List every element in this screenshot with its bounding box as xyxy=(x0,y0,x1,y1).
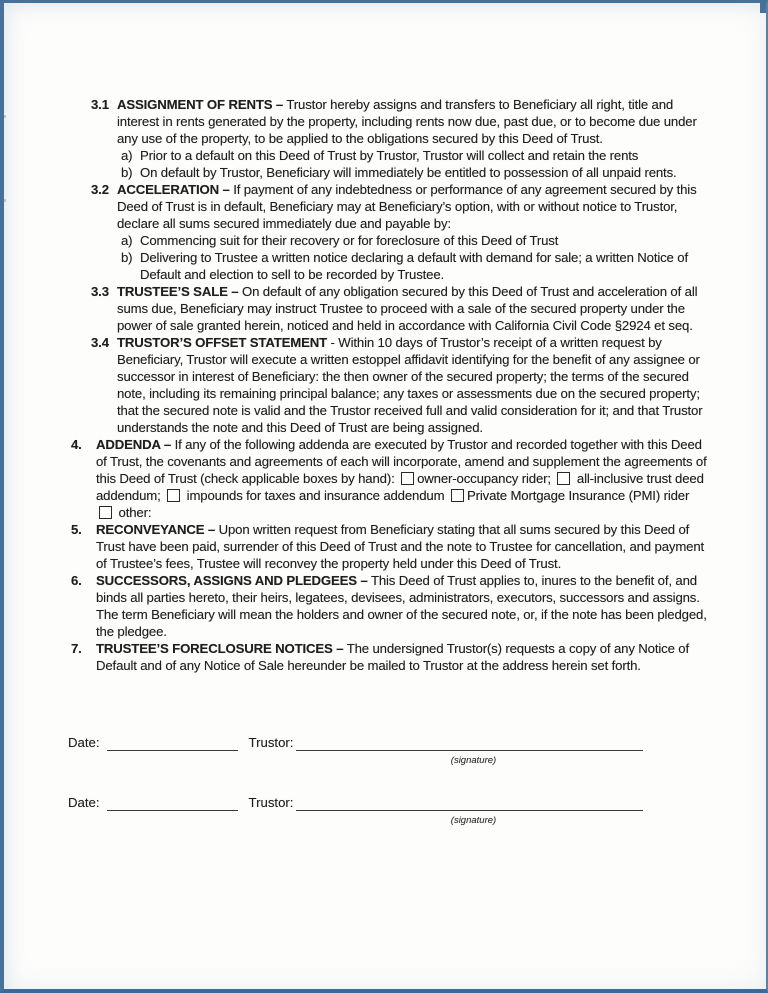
section-text: Upon written request from Beneficiary stating that all sums secured by this Deed of Trust have been paid, surrender of this Deed of Trust and the note to Trustee for cancellation, and payment of Trustee’s fees, Trustee will reconvey the property held under this Deed of Trust. xyxy=(96,522,705,571)
list-item-text: On default by Trustor, Beneficiary will immediately be entitled to possession of all unpaid rents. xyxy=(140,165,677,180)
section-title: SUCCESSORS, ASSIGNS AND PLEDGEES – xyxy=(96,573,368,588)
date-label: Date: xyxy=(68,795,100,810)
trustor-label: Trustor: xyxy=(248,735,294,750)
checkbox-label: other: xyxy=(118,505,152,520)
checkbox-label: owner-occupancy rider; xyxy=(417,471,551,486)
list-marker: a) xyxy=(121,233,133,248)
section-paragraph xyxy=(91,181,710,232)
section-3-1-assignment-of-rents xyxy=(91,96,710,181)
section-3-3-trustees-sale xyxy=(91,283,710,334)
date-label: Date: xyxy=(68,735,100,750)
list-marker: b) xyxy=(121,250,133,265)
section-number: 3.1 xyxy=(91,97,109,112)
trustor-label: Trustor: xyxy=(248,795,294,810)
document-body xyxy=(68,96,710,674)
date-line[interactable] xyxy=(107,736,238,751)
section-6-successors-assigns-pledgees xyxy=(71,572,710,640)
list-marker: b) xyxy=(121,165,133,180)
section-paragraph xyxy=(71,640,710,674)
section-number: 6. xyxy=(71,573,82,588)
list-item-b xyxy=(121,164,710,181)
checkbox-impounds-addendum[interactable] xyxy=(167,489,180,502)
list-item-text: Delivering to Trustee a written notice declaring a default with demand for sale; a written Notice of Default and election to sell to be recorded by Trustee. xyxy=(140,250,688,282)
scan-noise-mark xyxy=(2,115,6,118)
checkbox-label: all-inclusive trust deed addendum; xyxy=(96,471,704,503)
section-3-2-acceleration xyxy=(91,181,710,283)
signature-line-group xyxy=(68,734,643,751)
section-number: 4. xyxy=(71,437,82,452)
section-4-addenda xyxy=(71,436,710,521)
section-title: ADDENDA – xyxy=(96,437,172,452)
section-3-4-trustors-offset-statement xyxy=(91,334,710,436)
section-title: ACCELERATION – xyxy=(117,182,230,197)
section-paragraph xyxy=(71,572,710,640)
trustor-signature-line[interactable] xyxy=(296,796,643,811)
checkbox-other[interactable] xyxy=(99,506,112,519)
section-text: On default of any obligation secured by this Deed of Trust and acceleration of all sums due, Beneficiary may instruct Trustee to proceed with a sale of the secured property under the power of sale granted herein, noticed and held in accordance with California Civil Code §2924 et seq. xyxy=(117,284,698,333)
section-title: ASSIGNMENT OF RENTS – xyxy=(117,97,284,112)
signature-caption: (signature) xyxy=(450,815,497,826)
checkbox-label: impounds for taxes and insurance addendum xyxy=(186,488,445,503)
section-title: RECONVEYANCE – xyxy=(96,522,216,537)
list-item-b xyxy=(121,249,710,283)
section-text: Trustor hereby assigns and transfers to Beneficiary all right, title and interest in rents generated by the property, including rents now due, past due, or to become due under any use of the property, to be applied to the obligations secured by this Deed of Trust. xyxy=(117,97,697,146)
checkbox-label: Private Mortgage Insurance (PMI) rider xyxy=(466,488,690,503)
section-7-trustees-foreclosure-notices xyxy=(71,640,710,674)
signature-line-group xyxy=(68,794,643,811)
checkbox-all-inclusive-trust-deed-addendum[interactable] xyxy=(557,472,570,485)
trustor-signature-line[interactable] xyxy=(296,736,643,751)
signature-row-1 xyxy=(68,734,643,766)
section-text: This Deed of Trust applies to, inures to the benefit of, and binds all parties hereto, their heirs, legatees, devisees, administrators, executors, successors and assigns. The term Beneficiary will mean the holders and owner of the secured note, or, if the note has been pledged, the pledgee. xyxy=(96,573,707,639)
section-title: TRUSTOR’S OFFSET STATEMENT xyxy=(117,335,328,350)
section-paragraph xyxy=(91,283,710,334)
checkbox-owner-occupancy-rider[interactable] xyxy=(401,472,414,485)
section-title: TRUSTEE’S FORECLOSURE NOTICES – xyxy=(96,641,344,656)
section-text: - Within 10 days of Trustor’s receipt of a written request by Beneficiary, Trustor will execute a written estoppel affidavit identifying for the benefit of any assignee or successor in interest of Beneficiary: the then owner of the secured property; the terms of the secured note, including its remaining principal balance; any taxes or assessments due on the secured property; that the secured note is valid and the Trustor received full and valid consideration for it; and that Trustor understands the note and this Deed of Trust are being assigned. xyxy=(117,335,703,435)
scan-border-artifact xyxy=(760,3,766,13)
section-text: If payment of any indebtedness or performance of any agreement secured by this Deed of Trust is in default, Beneficiary may at Beneficiary’s option, with or without notice to Trustor, declare all sums secured immediately due and payable by: xyxy=(117,182,697,231)
section-paragraph xyxy=(71,436,710,521)
scan-noise-mark xyxy=(2,199,6,202)
section-paragraph xyxy=(71,521,710,572)
signature-caption: (signature) xyxy=(450,755,497,766)
section-text: If any of the following addenda are executed by Trustor and recorded together with this Deed of Trust, the covenants and agreements of each will incorporate, amend and supplement the agreements of this Deed of Trust (check applicable boxes by hand): xyxy=(96,437,707,486)
checkbox-pmi-rider[interactable] xyxy=(451,489,464,502)
section-paragraph xyxy=(91,334,710,436)
section-number: 5. xyxy=(71,522,82,537)
list-item-a xyxy=(121,147,710,164)
section-text: The undersigned Trustor(s) requests a copy of any Notice of Default and of any Notice of Sale hereunder be mailed to Trustor at the address herein set forth. xyxy=(96,641,689,673)
list-item-a xyxy=(121,232,710,249)
section-number: 3.4 xyxy=(91,335,109,350)
date-line[interactable] xyxy=(107,796,238,811)
section-paragraph xyxy=(91,96,710,147)
list-marker: a) xyxy=(121,148,133,163)
section-number: 3.3 xyxy=(91,284,109,299)
list-item-text: Commencing suit for their recovery or for foreclosure of this Deed of Trust xyxy=(140,233,559,248)
section-title: TRUSTEE’S SALE – xyxy=(117,284,239,299)
list-item-text: Prior to a default on this Deed of Trust by Trustor, Trustor will collect and retain the rents xyxy=(140,148,639,163)
section-5-reconveyance xyxy=(71,521,710,572)
section-number: 3.2 xyxy=(91,182,109,197)
signature-row-2 xyxy=(68,794,643,826)
section-number: 7. xyxy=(71,641,82,656)
